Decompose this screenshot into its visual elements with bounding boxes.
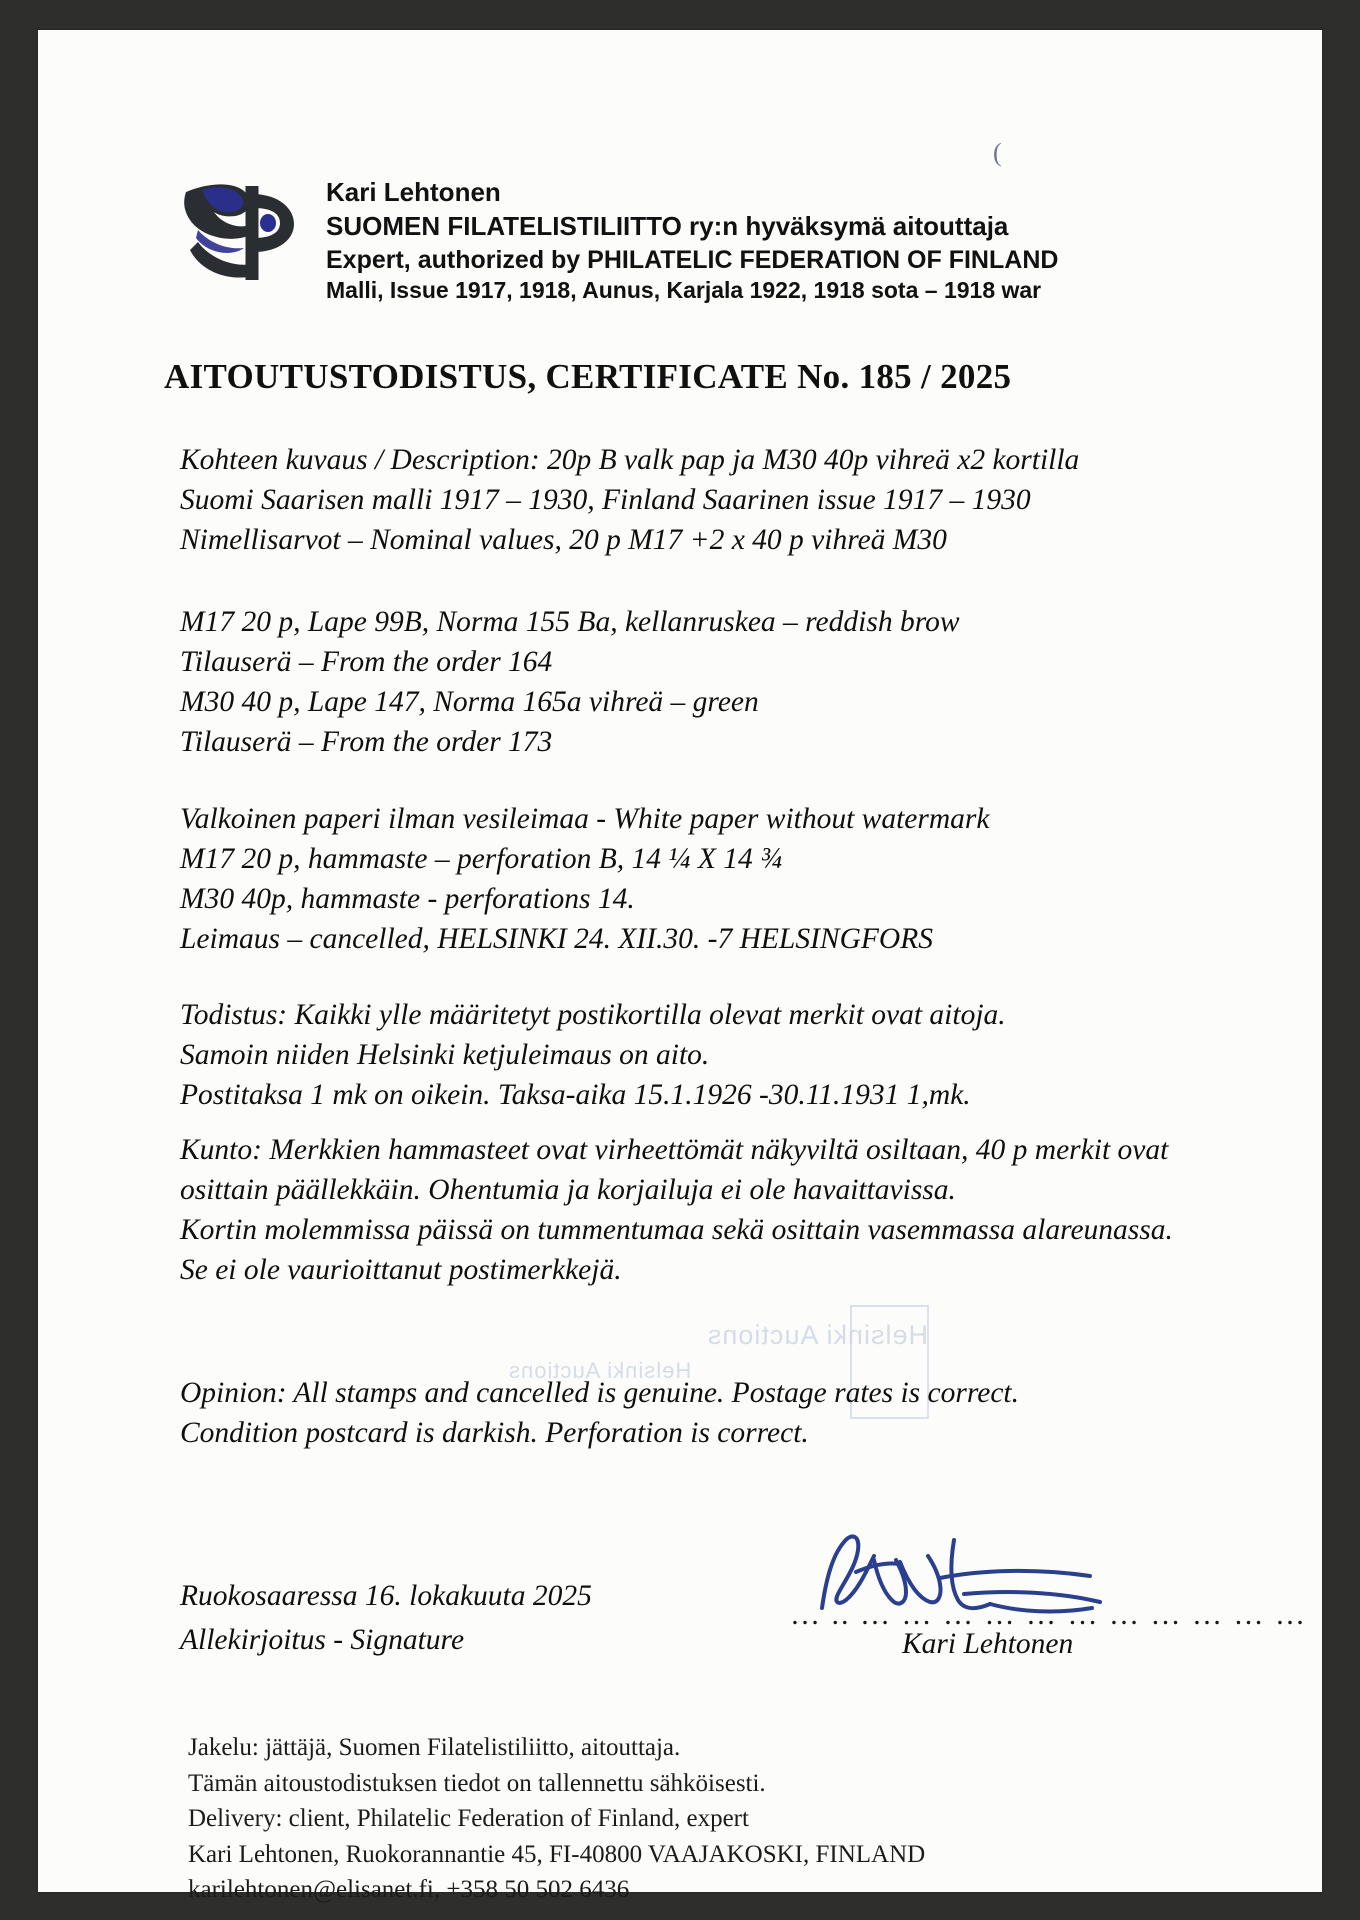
catalogue-line: Tilauserä – From the order 164 (180, 646, 553, 679)
organization-fi: SUOMEN FILATELISTILIITTO ry:n hyväksymä aitouttaja (326, 210, 1009, 241)
footer-line: Jakelu: jättäjä, Suomen Filatelistiliitto, aitouttaja. (188, 1734, 681, 1761)
paper-line: Valkoinen paperi ilman vesileimaa - White paper without watermark (180, 803, 990, 835)
signatory-name: Kari Lehtonen (902, 1628, 1074, 1660)
catalogue-line: Tilauserä – From the order 173 (180, 726, 553, 759)
page-title: AITOUTUSTODISTUS, CERTIFICATE No. 185 / 2025 (164, 357, 1012, 396)
paper-line: M30 40p, hammaste - perforations 14. (180, 883, 635, 916)
description-line: Nimellisarvot – Nominal values, 20 p M17 +2 x 40 p vihreä M30 (180, 524, 947, 557)
certificate-page (38, 30, 1322, 1903)
proof-line: Samoin niiden Helsinki ketjuleimaus on aito. (180, 1039, 710, 1072)
catalogue-line: M30 40 p, Lape 147, Norma 165a vihreä – green (180, 686, 759, 719)
condition-block (180, 1130, 1200, 1290)
certificate-sheet (38, 30, 1322, 1903)
signature-section (180, 1560, 1307, 1700)
footer-block (188, 1730, 1228, 1908)
paper-line: M17 20 p, hammaste – perforation B, 14 ¼ X 14 ¾ (180, 843, 783, 876)
condition-paragraph: Kunto: Merkkien hammasteet ovat virheettömät näkyviltä osiltaan, 40 p merkit ovat osittain päällekkäin. Ohentumia ja korjailuja ei ole havaittavissa. (180, 1134, 1169, 1207)
catalogue-block (180, 602, 1240, 762)
watermark-line-1: Helsinki Auctions (706, 1320, 928, 1350)
paper-perforation-block (180, 799, 1240, 959)
footer-line: Kari Lehtonen, Ruokorannantie 45, FI-40800 VAAJAKOSKI, FINLAND (188, 1840, 926, 1868)
opinion-line: Condition postcard is darkish. Perforation is correct. (180, 1417, 809, 1450)
paper-line: Leimaus – cancelled, HELSINKI 24. XII.30. -7 HELSINGFORS (180, 923, 933, 956)
description-line: Kohteen kuvaus / Description: 20p B valk pap ja M30 40p vihreä x2 kortilla (180, 444, 1080, 476)
proof-line: Postitaksa 1 mk on oikein. Taksa-aika 15.1.1926 -30.11.1931 1,mk. (180, 1079, 971, 1112)
signature-label: Allekirjoitus - Signature (180, 1624, 465, 1657)
kl-monogram-logo-icon (178, 172, 300, 294)
description-block (180, 440, 1240, 560)
place-and-date: Ruokosaaressa 16. lokakuuta 2025 (180, 1580, 592, 1612)
watermark-line-2: Helsinki Auctions (508, 1358, 692, 1383)
expert-name: Kari Lehtonen (326, 177, 501, 207)
signature-dotted-line: … .. … … … … … … … … … … … (790, 1598, 1307, 1631)
proof-block (180, 995, 1240, 1115)
header-text-block (326, 168, 1058, 306)
expertise-scope: Malli, Issue 1917, 1918, Aunus, Karjala 1922, 1918 sota – 1918 war (326, 277, 1042, 304)
condition-paragraph: Kortin molemmissa päissä on tummentumaa sekä osittain vasemmassa alareunassa. Se ei ole vaurioittanut postimerkkejä. (180, 1214, 1173, 1287)
pen-tick-mark: ( (993, 138, 1002, 167)
signature-left (180, 1574, 592, 1663)
opinion-line: Opinion: All stamps and cancelled is genuine. Postage rates is correct. (180, 1377, 1019, 1409)
opinion-block (180, 1373, 1240, 1453)
footer-line: Tämän aitoustodistuksen tiedot on tallennettu sähköisesti. (188, 1769, 766, 1797)
certificate-header (178, 168, 1238, 306)
proof-line: Todistus: Kaikki ylle määritetyt postikortilla olevat merkit ovat aitoja. (180, 999, 1006, 1031)
description-line: Suomi Saarisen malli 1917 – 1930, Finland Saarinen issue 1917 – 1930 (180, 484, 1031, 517)
footer-line: Delivery: client, Philatelic Federation of Finland, expert (188, 1805, 749, 1832)
footer-contact: karilehtonen@elisanet.fi, +358 50 502 6436 (188, 1876, 630, 1903)
catalogue-line: M17 20 p, Lape 99B, Norma 155 Ba, kellanruskea – reddish brow (180, 606, 960, 638)
organization-en: Expert, authorized by PHILATELIC FEDERATION OF FINLAND (326, 245, 1059, 274)
